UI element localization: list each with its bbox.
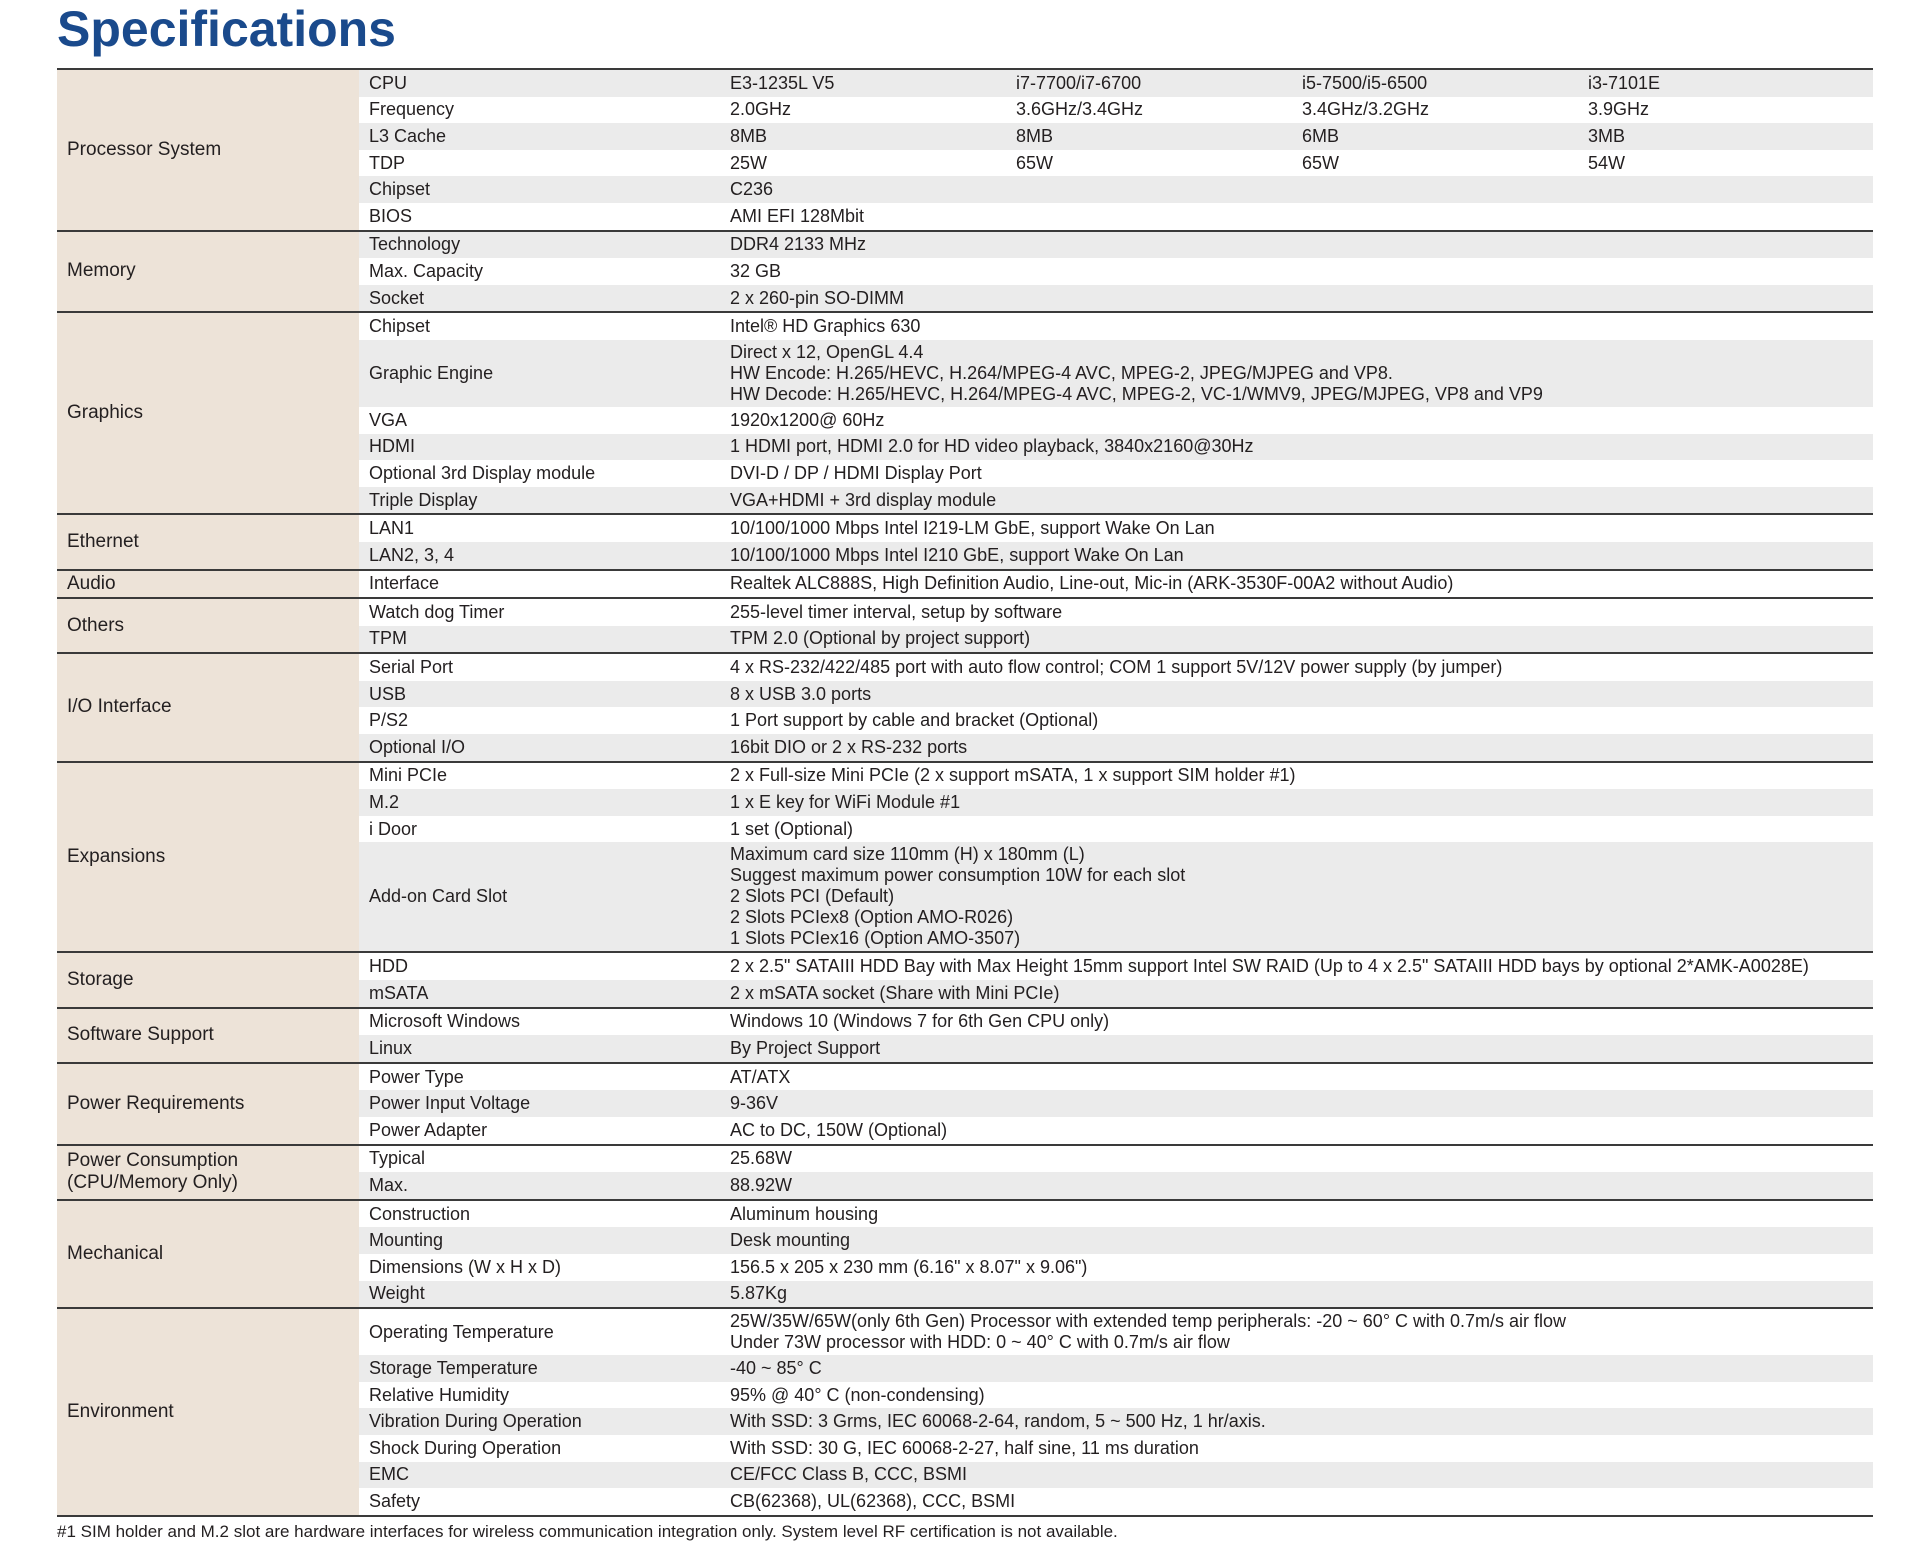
table-row bbox=[57, 762, 1873, 790]
item-value bbox=[720, 842, 1873, 952]
footnote: #1 SIM holder and M.2 slot are hardware interfaces for wireless communication integration only. System level RF certification is not available. bbox=[57, 1521, 1118, 1541]
tdp-value: 54W bbox=[1588, 152, 1626, 173]
item-label: VGA bbox=[369, 409, 408, 430]
item-value: 2 x 2.5" SATAIII HDD Bay with Max Height 15mm support Intel SW RAID (Up to 4 x 2.5" SATAIII HDD bays by optional 2*AMK-A0028E) bbox=[730, 956, 1809, 977]
item-value: 2 x mSATA socket (Share with Mini PCIe) bbox=[720, 980, 1873, 1008]
item-label: Relative Humidity bbox=[369, 1384, 510, 1405]
group-ethernet bbox=[57, 514, 1873, 569]
item-label: Typical bbox=[369, 1148, 426, 1169]
group-others bbox=[57, 598, 1873, 653]
item-value: TPM 2.0 (Optional by project support) bbox=[720, 626, 1873, 654]
item-value: CB(62368), UL(62368), CCC, BSMI bbox=[730, 1490, 1016, 1511]
group-io-interface bbox=[57, 653, 1873, 761]
item-label: i Door bbox=[369, 818, 418, 839]
section-label: I/O Interface bbox=[57, 653, 359, 761]
item-value: With SSD: 30 G, IEC 60068-2-27, half sine, 11 ms duration bbox=[730, 1437, 1199, 1458]
item-label: Serial Port bbox=[369, 657, 454, 678]
l3-cache-value: 8MB bbox=[1006, 123, 1292, 150]
item-value bbox=[720, 340, 1873, 407]
item-value: 88.92W bbox=[720, 1172, 1873, 1200]
item-value: 1 Port support by cable and bracket (Optional) bbox=[730, 710, 1099, 731]
group-environment bbox=[57, 1308, 1873, 1516]
item-value: Windows 10 (Windows 7 for 6th Gen CPU only) bbox=[730, 1011, 1110, 1032]
cpu-value: i5-7500/i5-6500 bbox=[1292, 69, 1578, 97]
section-label-line: (CPU/Memory Only) bbox=[67, 1172, 239, 1194]
item-label: P/S2 bbox=[369, 710, 409, 731]
group-audio bbox=[57, 570, 1873, 599]
item-value: 95% @ 40° C (non-condensing) bbox=[730, 1384, 985, 1405]
value-line: Direct x 12, OpenGL 4.4 bbox=[730, 341, 924, 362]
table-row bbox=[57, 598, 1873, 626]
section-label: Environment bbox=[57, 1308, 359, 1516]
item-value: 16bit DIO or 2 x RS-232 ports bbox=[720, 734, 1873, 762]
section-label: Software Support bbox=[57, 1008, 359, 1063]
l3-cache-value: 3MB bbox=[1578, 123, 1873, 150]
item-value: With SSD: 3 Grms, IEC 60068-2-64, random, 5 ~ 500 Hz, 1 hr/axis. bbox=[720, 1408, 1873, 1435]
section-label: Power Requirements bbox=[57, 1063, 359, 1145]
table-row bbox=[57, 1145, 1873, 1173]
group-processor-system bbox=[57, 69, 1873, 231]
value-line: 25W/35W/65W(only 6th Gen) Processor with extended temp peripherals: -20 ~ 60° C with 0.7m/s air flow bbox=[730, 1311, 1567, 1332]
group-expansions bbox=[57, 762, 1873, 953]
item-label: Frequency bbox=[369, 99, 455, 120]
group-software-support bbox=[57, 1008, 1873, 1063]
tdp-value: 65W bbox=[1302, 152, 1340, 173]
item-label: Mini PCIe bbox=[369, 765, 448, 786]
item-value: By Project Support bbox=[720, 1035, 1873, 1063]
item-value: 1 set (Optional) bbox=[730, 818, 854, 839]
cpu-value: E3-1235L V5 bbox=[720, 69, 1006, 97]
group-mechanical bbox=[57, 1200, 1873, 1308]
item-label: Optional I/O bbox=[359, 734, 720, 762]
value-line: Maximum card size 110mm (H) x 180mm (L) bbox=[730, 844, 1085, 865]
group-power-consumption bbox=[57, 1145, 1873, 1200]
section-label: Ethernet bbox=[57, 514, 359, 569]
item-label: Construction bbox=[369, 1203, 471, 1224]
section-label: Processor System bbox=[57, 69, 359, 231]
section-label: Mechanical bbox=[57, 1200, 359, 1308]
table-row bbox=[57, 1063, 1873, 1091]
table-row bbox=[57, 69, 1873, 97]
section-label-line: Power Consumption bbox=[67, 1150, 239, 1172]
frequency-value: 3.4GHz/3.2GHz bbox=[1302, 99, 1430, 120]
item-label: Optional 3rd Display module bbox=[369, 462, 596, 483]
item-label: USB bbox=[359, 681, 720, 708]
item-value: Desk mounting bbox=[720, 1227, 1873, 1254]
section-label: Audio bbox=[57, 570, 359, 599]
item-label: CPU bbox=[359, 69, 720, 97]
item-label: BIOS bbox=[369, 205, 413, 226]
item-label: Safety bbox=[369, 1490, 421, 1511]
item-label: Dimensions (W x H x D) bbox=[369, 1256, 562, 1277]
item-label: LAN2, 3, 4 bbox=[359, 542, 720, 570]
frequency-value: 3.6GHz/3.4GHz bbox=[1016, 99, 1144, 120]
item-label: HDD bbox=[369, 956, 408, 977]
item-value: DDR4 2133 MHz bbox=[720, 231, 1873, 259]
item-value: AMI EFI 128Mbit bbox=[730, 205, 865, 226]
section-label: Graphics bbox=[57, 312, 359, 514]
item-label: Add-on Card Slot bbox=[359, 842, 720, 952]
value-line: 1 Slots PCIex16 (Option AMO-3507) bbox=[730, 928, 1021, 949]
item-value: 32 GB bbox=[730, 260, 782, 281]
value-line: HW Encode: H.265/HEVC, H.264/MPEG-4 AVC, MPEG-2, JPEG/MJPEG and VP8. bbox=[730, 362, 1393, 383]
table-row bbox=[57, 1308, 1873, 1355]
item-label: Weight bbox=[359, 1281, 720, 1309]
page-title: Specifications bbox=[57, 1, 396, 57]
item-label: TPM bbox=[359, 626, 720, 654]
l3-cache-value: 8MB bbox=[720, 123, 1006, 150]
item-value: CE/FCC Class B, CCC, BSMI bbox=[720, 1462, 1873, 1489]
section-label: Memory bbox=[57, 231, 359, 313]
item-label: Operating Temperature bbox=[369, 1321, 554, 1342]
item-label: Socket bbox=[359, 285, 720, 313]
section-label: Expansions bbox=[57, 762, 359, 953]
item-label: Mounting bbox=[359, 1227, 720, 1254]
tdp-value: 25W bbox=[730, 152, 768, 173]
section-label bbox=[57, 1145, 359, 1200]
table-row bbox=[57, 231, 1873, 259]
item-label: Shock During Operation bbox=[369, 1437, 562, 1458]
item-label: Linux bbox=[359, 1035, 720, 1063]
cpu-value: i7-7700/i7-6700 bbox=[1006, 69, 1292, 97]
item-label: Chipset bbox=[359, 176, 720, 203]
value-line: 2 Slots PCI (Default) bbox=[730, 886, 895, 907]
item-label: Power Input Voltage bbox=[359, 1090, 720, 1117]
value-line: Suggest maximum power consumption 10W for each slot bbox=[730, 865, 1186, 886]
group-memory bbox=[57, 231, 1873, 313]
item-label: mSATA bbox=[359, 980, 720, 1008]
item-label: Chipset bbox=[369, 316, 431, 337]
item-value: 25.68W bbox=[730, 1148, 793, 1169]
item-value: C236 bbox=[720, 176, 1873, 203]
item-value: 4 x RS-232/422/485 port with auto flow control; COM 1 support 5V/12V power supply (by jumper) bbox=[730, 657, 1503, 678]
item-value: Realtek ALC888S, High Definition Audio, Line-out, Mic-in (ARK-3530F-00A2 without Audio) bbox=[730, 573, 1454, 594]
value-line: 2 Slots PCIex8 (Option AMO-R026) bbox=[730, 907, 1014, 928]
item-label: Power Type bbox=[369, 1066, 464, 1087]
value-line: Under 73W processor with HDD: 0 ~ 40° C with 0.7m/s air flow bbox=[730, 1332, 1230, 1353]
item-label: L3 Cache bbox=[359, 123, 720, 150]
item-label: EMC bbox=[359, 1462, 720, 1489]
item-label: Microsoft Windows bbox=[369, 1011, 521, 1032]
spec-sheet bbox=[57, 0, 1873, 1543]
section-label: Storage bbox=[57, 952, 359, 1007]
item-label: HDMI bbox=[359, 434, 720, 461]
item-label: Graphic Engine bbox=[359, 340, 720, 407]
item-value: 2 x 260-pin SO-DIMM bbox=[720, 285, 1873, 313]
section-label: Others bbox=[57, 598, 359, 653]
frequency-value: 3.9GHz bbox=[1588, 99, 1650, 120]
item-value: 8 x USB 3.0 ports bbox=[720, 681, 1873, 708]
item-value: 1 x E key for WiFi Module #1 bbox=[720, 789, 1873, 816]
table-row bbox=[57, 514, 1873, 542]
item-label: LAN1 bbox=[369, 518, 415, 539]
frequency-value: 2.0GHz bbox=[730, 99, 792, 120]
item-label: Technology bbox=[359, 231, 720, 259]
item-value: Intel® HD Graphics 630 bbox=[730, 316, 921, 337]
l3-cache-value: 6MB bbox=[1292, 123, 1578, 150]
group-storage bbox=[57, 952, 1873, 1007]
item-label: TDP bbox=[369, 152, 405, 173]
item-value: AC to DC, 150W (Optional) bbox=[730, 1119, 948, 1140]
item-label: Storage Temperature bbox=[359, 1355, 720, 1382]
group-power-requirements bbox=[57, 1063, 1873, 1145]
item-label: Vibration During Operation bbox=[359, 1408, 720, 1435]
item-value: 10/100/1000 Mbps Intel I219-LM GbE, support Wake On Lan bbox=[730, 518, 1215, 539]
item-value: VGA+HDMI + 3rd display module bbox=[720, 487, 1873, 515]
item-value bbox=[720, 1308, 1873, 1355]
item-value: 10/100/1000 Mbps Intel I210 GbE, support Wake On Lan bbox=[720, 542, 1873, 570]
table-row bbox=[57, 312, 1873, 340]
table-row bbox=[57, 570, 1873, 599]
item-label: Power Adapter bbox=[369, 1119, 488, 1140]
table-row bbox=[57, 1200, 1873, 1228]
item-value: DVI-D / DP / HDMI Display Port bbox=[730, 462, 982, 483]
specifications-table bbox=[57, 68, 1873, 1517]
table-row bbox=[57, 653, 1873, 681]
item-value: 1 HDMI port, HDMI 2.0 for HD video playback, 3840x2160@30Hz bbox=[720, 434, 1873, 461]
item-value: Aluminum housing bbox=[730, 1203, 879, 1224]
tdp-value: 65W bbox=[1016, 152, 1054, 173]
item-value: -40 ~ 85° C bbox=[720, 1355, 1873, 1382]
item-label: Max. bbox=[359, 1172, 720, 1200]
cpu-value: i3-7101E bbox=[1578, 69, 1873, 97]
item-value: 9-36V bbox=[720, 1090, 1873, 1117]
item-label: M.2 bbox=[359, 789, 720, 816]
table-row bbox=[57, 1008, 1873, 1036]
item-value: AT/ATX bbox=[730, 1066, 791, 1087]
item-value: 2 x Full-size Mini PCIe (2 x support mSATA, 1 x support SIM holder #1) bbox=[730, 765, 1296, 786]
group-graphics bbox=[57, 312, 1873, 514]
item-value: 5.87Kg bbox=[720, 1281, 1873, 1309]
item-value: 1920x1200@ 60Hz bbox=[730, 409, 885, 430]
item-value: 255-level timer interval, setup by software bbox=[730, 601, 1063, 622]
item-label: Interface bbox=[369, 573, 440, 594]
item-value: 156.5 x 205 x 230 mm (6.16" x 8.07" x 9.06") bbox=[730, 1256, 1088, 1277]
value-line: HW Decode: H.265/HEVC, H.264/MPEG-4 AVC, MPEG-2, VC-1/WMV9, JPEG/MJPEG, VP8 and VP9 bbox=[730, 383, 1543, 404]
item-label: Watch dog Timer bbox=[369, 601, 505, 622]
item-label: Max. Capacity bbox=[369, 260, 484, 281]
item-label: Triple Display bbox=[359, 487, 720, 515]
table-row bbox=[57, 952, 1873, 980]
